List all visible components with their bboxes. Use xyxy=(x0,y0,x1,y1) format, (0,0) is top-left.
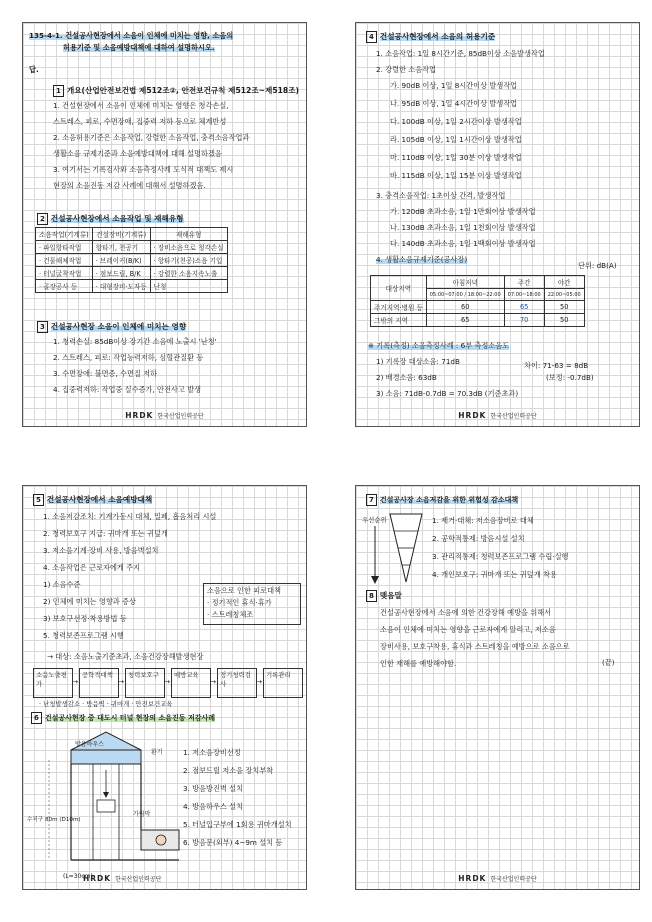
flow-step-label: 기록관리 xyxy=(266,671,291,679)
priority-triangle xyxy=(386,512,426,584)
priority-arrow-icon xyxy=(370,526,380,586)
flow-step-label: 예방교육 xyxy=(174,671,199,679)
fatigue-measures-box: 소음으로 인한 피로대책 · 정기적인 휴식·휴가 · 스트레칭체조 xyxy=(203,583,301,625)
table-row: 주거지역·병원 등 60 65 50 xyxy=(371,301,585,314)
flow-arrow-icon: → xyxy=(256,677,263,686)
prevention-line: 1) 소음수준 xyxy=(43,580,81,589)
table-header: 대상지역 xyxy=(371,276,427,301)
flow-step xyxy=(217,668,257,698)
question-text-2: 허용기준 및 소음예방대책에 대하여 설명하시오. xyxy=(63,43,215,52)
table-header: 아침저녁 xyxy=(426,276,504,289)
life-noise-table: 대상지역 아침저녁 주간 야간 05:00~07:00 / 18:00~22:00 07:00~18:00 22:00~05:00 주거지역·병원 등 60 65 50 그밖의 지역 65 70 50 xyxy=(370,275,585,327)
effect-line: 3. 수면장애: 불면증, 수면질 저하 xyxy=(53,369,158,378)
table-row: · 골장공사 등 · 대형장비·도자등 난청 xyxy=(36,280,228,293)
flow-step xyxy=(263,668,303,698)
effect-line: 4. 집중력저하: 작업중 실수증가, 안전사고 발생 xyxy=(53,385,201,394)
case-item: 1. 저소음장비선정 xyxy=(183,748,241,757)
flow-step-label: 청력보호구 xyxy=(128,671,159,679)
end-mark: (끝) xyxy=(602,658,615,667)
diagram-label-vent: 환기 xyxy=(151,749,163,756)
impact-noise-line: 다. 140dB 초과소음, 1일 1백회이상 발생작업 xyxy=(390,239,536,248)
item-4: 4. 생활소음규제기준(공사장) xyxy=(376,255,468,264)
section-4-title: 4 건설공사현장에서 소음의 허용기준 xyxy=(366,31,495,43)
prevention-line: 1. 소음저감조치: 기계가동시 대체, 밀폐, 흡음처리 시설 xyxy=(43,512,217,521)
measure-item: 1. 제거·대체: 저소음장비로 대체 xyxy=(432,516,534,525)
measure-item: 2. 공학적통제: 방음시설 설치 xyxy=(432,534,525,543)
strong-noise-line: 라. 105dB 이상, 1일 1시간이상 발생작업 xyxy=(390,135,522,144)
flow-step-label: 공학적대책 xyxy=(82,671,113,679)
prevention-line: 3. 저소음기계·장비 사용, 방음벽설치 xyxy=(43,546,159,555)
answer-label: 답. xyxy=(29,65,39,74)
table-row: · 건물해체작업 · 브레이커(B/K) · 항타기(천공)소음 기입 xyxy=(36,254,228,267)
measure-item: 4. 개인보호구: 귀마개 또는 귀덮개 착용 xyxy=(432,570,557,579)
flow-arrow-icon: → xyxy=(164,677,171,686)
item-3: 3. 충격소음작업: 1초이상 간격, 발생작업 xyxy=(376,191,506,200)
conclusion-line: 인한 재해를 예방해야함. xyxy=(380,659,457,668)
prevention-line: 5. 청력보존프로그램 시행 xyxy=(43,631,124,640)
strong-noise-line: 마. 110dB 이상, 1일 30분 이상 발생작업 xyxy=(390,153,522,162)
prevention-line: 2. 청력보호구 지급: 귀마개 또는 귀덮개 xyxy=(43,529,168,538)
calc-line: 1) 기록장 대상소음: 71dB xyxy=(376,357,460,366)
calc-line: 2) 배경소음: 63dB xyxy=(376,373,437,382)
diagram-label-screen: 가림막 xyxy=(133,811,151,818)
prevention-line: 2) 인체에 미치는 영향과 증상 xyxy=(43,597,136,606)
question-text: 135-4-1. 건설공사현장에서 소음이 인체에 미치는 영향, 소음의 xyxy=(29,31,234,40)
strong-noise-line: 바. 115dB 이상, 1일 15분 이상 발생작업 xyxy=(390,171,522,180)
flow-step xyxy=(79,668,119,698)
table-header: 주간 xyxy=(504,276,544,289)
section-5-title: 5 건설공사현장에서 소음예방대책 xyxy=(33,494,152,506)
flow-arrow-icon: → xyxy=(72,677,79,686)
flow-step-label: 정기청력검사 xyxy=(220,671,251,688)
calc-line: 3) 소음: 71dB-0.7dB = 70.3dB (기준초과) xyxy=(376,389,519,398)
strong-noise-line: 나. 95dB 이상, 1일 4시간이상 발생작업 xyxy=(390,99,518,108)
impact-noise-line: 나. 130dB 초과소음, 1일 1천회이상 발생작업 xyxy=(390,223,536,232)
measure-item: 3. 관리적통제: 청력보존프로그램 수립·실행 xyxy=(432,552,569,561)
unit-label: 단위: dB(A) xyxy=(578,261,617,270)
program-target: → 대상: 소음노출기준초과, 소음건강장해발생현장 xyxy=(47,652,204,661)
conclusion-line: 소음이 인체에 미치는 영향을 근로자에게 알리고, 저소음 xyxy=(380,625,556,634)
noise-work-table xyxy=(35,227,228,293)
flow-step xyxy=(33,668,73,698)
diagram-label-house: 방음하우스 xyxy=(75,741,104,748)
conclusion-line: 건설공사현장에서 소음에 의한 건강장해 예방을 위해서 xyxy=(380,608,552,617)
overview-line: 2. 소음허용기준은 소음작업, 강렬한 소음작업, 충격소음작업과 xyxy=(53,133,250,142)
case-item: 2. 점보드릴 저소음 장치부착 xyxy=(183,766,274,775)
table-header: 건설장비(기계류) xyxy=(92,228,150,241)
note-page-2 xyxy=(355,22,640,427)
effect-line: 1. 청력손실: 85dB이상 장기간 소음에 노출시 '난청' xyxy=(53,337,217,346)
table-header: 소음작업(기계류) xyxy=(36,228,93,241)
section-8-title: 8 맺음말 xyxy=(366,590,402,602)
footer-logo: HRDK 한국산업인력공단 xyxy=(83,874,162,883)
measurement-note: ※ 기록(측정) 소음측정사례 : 6부 측정소음도 xyxy=(368,341,510,350)
overview-line: 생활소음 규제기준과 소음예방대책에 대해 설명하겠음 xyxy=(53,149,222,158)
section-7-title: 7 건설공사장 소음저감을 위한 위험성 감소대책 xyxy=(366,494,518,506)
difference-text: 차이: 71-63 = 8dB xyxy=(524,361,589,370)
footer-logo: HRDK 한국산업인력공단 xyxy=(125,411,204,420)
priority-label: 우선순위 xyxy=(362,516,387,524)
note-page-3 xyxy=(22,485,307,890)
prevention-line: 3) 보호구선정·착용방법 등 xyxy=(43,614,127,623)
overview-line: 3. 여기서는 기록검사와 소음측정사례 도식적 대책도 제시 xyxy=(53,165,234,174)
flow-step xyxy=(125,668,165,698)
diagram-label-shaft: 수직구 80m (D10m) xyxy=(27,817,81,823)
conclusion-line: 장비사용, 보호구착용, 휴식과 스트레칭을 예방으로 소음으로 xyxy=(380,642,570,651)
flow-note: · 난청발생감소 · 방음벽 · 귀마개 · 안전보건교육 xyxy=(39,700,173,708)
overview-line: 현장의 소음진동 저감 사례에 대해서 설명하겠음. xyxy=(53,181,206,190)
case-item: 4. 방음하우스 설치 xyxy=(183,802,244,811)
table-row: 그밖의 지역 65 70 50 xyxy=(371,314,585,327)
case-item: 5. 터널입구부에 1회용 귀마개설치 xyxy=(183,820,292,829)
overview-line: 1. 건설현장에서 소음이 인체에 미치는 영향은 청각손실, xyxy=(53,101,229,110)
item-1: 1. 소음작업: 1일 8시간기준, 85dB이상 소음발생작업 xyxy=(376,49,545,58)
section-1-title: 1 개요(산업안전보건법 제512조②, 안전보건규칙 제512조~제518조) xyxy=(53,85,299,97)
table-header: 재해유형 xyxy=(150,228,227,241)
section-2-title: 2 건설공사현장에서 소음작업 및 재해유형 xyxy=(37,213,184,225)
table-row: · 파일항타작업 항타기, 천공기 · 장비소음으로 청각손실 xyxy=(36,241,228,254)
case-item: 3. 방음방진벽 설치 xyxy=(183,784,244,793)
impact-noise-line: 가. 120dB 초과소음, 1일 1만회이상 발생작업 xyxy=(390,207,536,216)
footer-logo: HRDK 한국산업인력공단 xyxy=(458,874,537,883)
diagram-label-length: (L=30cm) xyxy=(63,873,93,880)
flow-arrow-icon: → xyxy=(210,677,217,686)
overview-line: 스트레스, 피로, 수면장애, 집중력 저하 등으로 체계반성 xyxy=(53,117,227,126)
case-item: 6. 방음문(외부) 4~9m 설치 등 xyxy=(183,838,283,847)
flow-step xyxy=(171,668,211,698)
section-3-title: 3 건설공사현장 소음이 인체에 미치는 영향 xyxy=(37,321,186,333)
strong-noise-line: 다. 100dB 이상, 1일 2시간이상 발생작업 xyxy=(390,117,522,126)
flow-arrow-icon: → xyxy=(118,677,125,686)
table-header: 야간 xyxy=(544,276,584,289)
effect-line: 2. 스트레스, 피로: 작업능력저하, 심혈관질환 등 xyxy=(53,353,204,362)
table-row: · 터널굴착작업 · 점보드릴, B/K · 강렬한 소음지속노출 xyxy=(36,267,228,280)
item-2: 2. 강렬한 소음작업 xyxy=(376,65,437,74)
note-page-4 xyxy=(355,485,640,890)
footer-logo: HRDK 한국산업인력공단 xyxy=(458,411,537,420)
prevention-line: 4. 소음작업은 근로자에게 주지 xyxy=(43,563,141,572)
correction-text: (보정: -0.7dB) xyxy=(546,373,594,382)
flow-step-label: 소음노출평가 xyxy=(36,671,67,688)
strong-noise-line: 가. 90dB 이상, 1일 8시간이상 발생작업 xyxy=(390,81,518,90)
section-6-title: 6 건설공사현장 중 대도시 터널 현장의 소음진동 저감사례 xyxy=(31,712,215,724)
note-page-1 xyxy=(22,22,307,427)
